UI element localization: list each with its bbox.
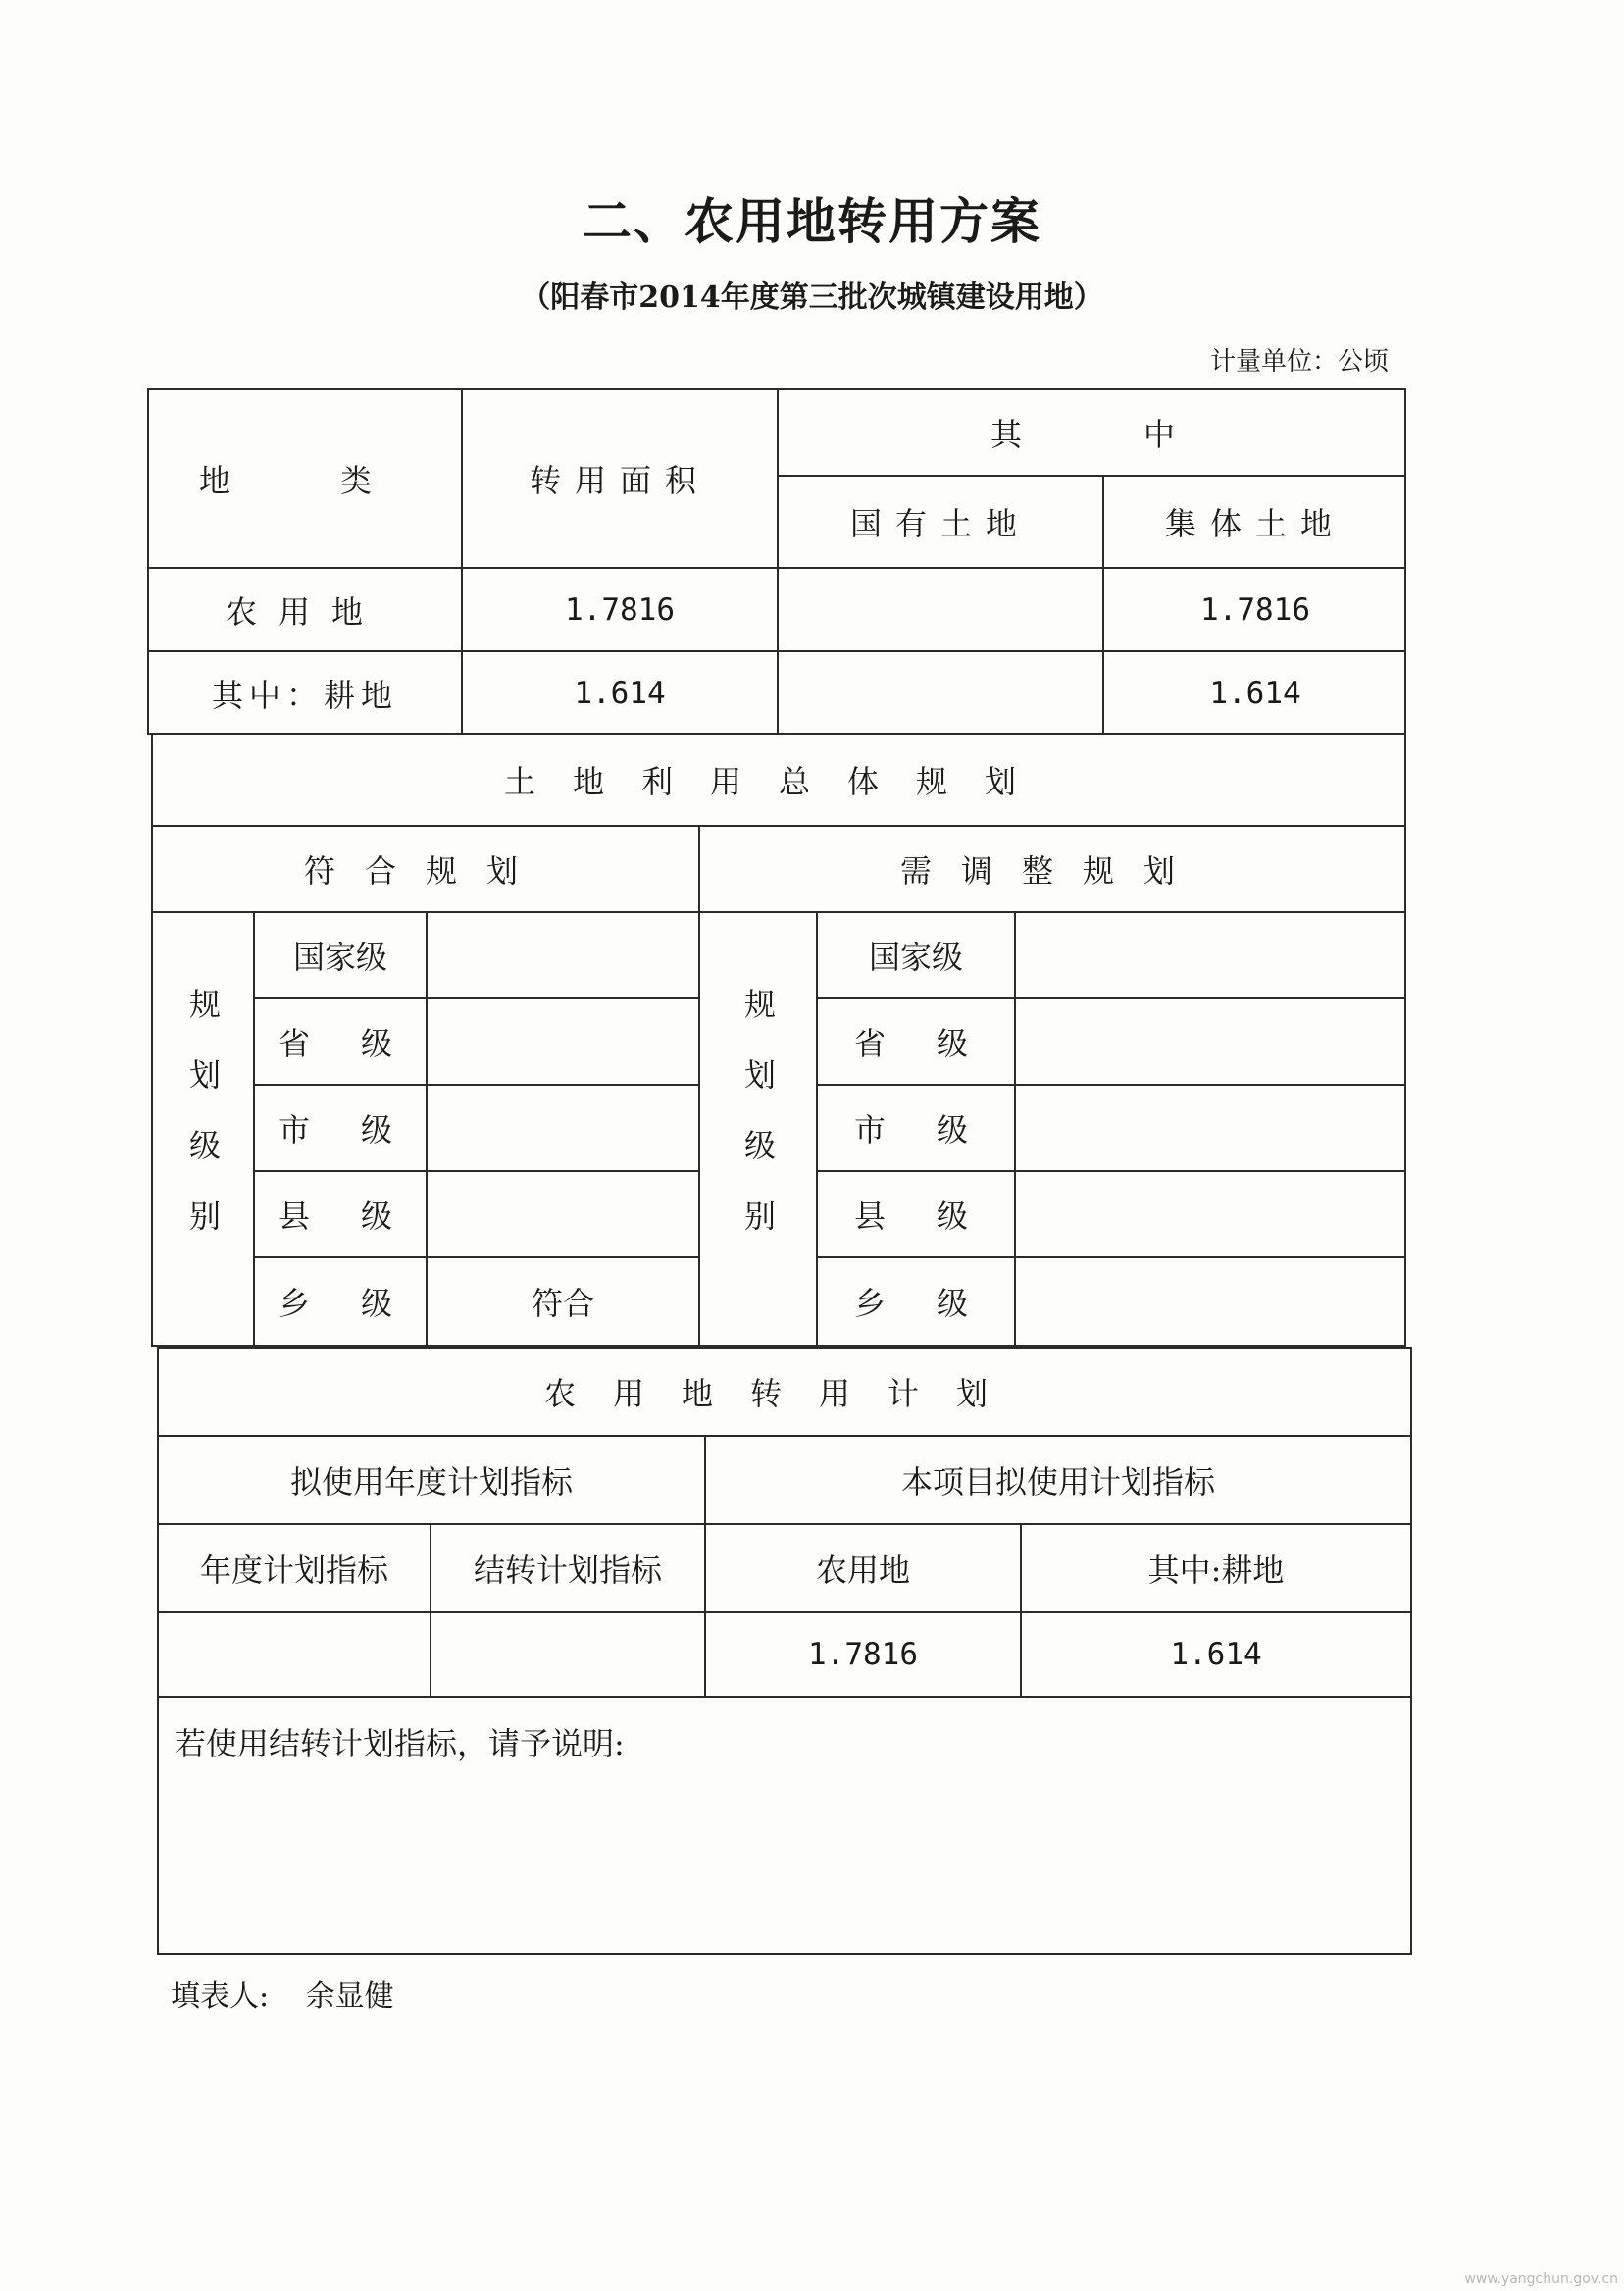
row-type: 其中：耕地 [149, 650, 461, 735]
conform-value [426, 1084, 698, 1170]
col-collective-land: 集体土地 [1102, 475, 1406, 567]
level-national: 国家级 [253, 911, 426, 997]
row-state [777, 567, 1102, 650]
conversion-plan-table [157, 1347, 1412, 1955]
conform-value [426, 997, 698, 1084]
cultivated-value: 1.614 [1020, 1611, 1410, 1696]
plan-heading: 土地利用总体规划 [503, 763, 1053, 800]
land-use-plan-table [151, 735, 1406, 1347]
col-state-land: 国有土地 [777, 475, 1102, 567]
level-county: 县 级 [816, 1170, 1014, 1256]
land-area-table [147, 388, 1406, 735]
filler-name: 余显健 [305, 1979, 394, 2013]
annual-index-value [159, 1611, 430, 1696]
adjust-value [1014, 911, 1404, 997]
carryover-index-label: 结转计划指标 [430, 1523, 704, 1611]
page-subtitle: （阳春市2014年度第三批次城镇建设用地） [521, 280, 1103, 315]
note-label: 若使用结转计划指标，请予说明: [175, 1725, 625, 1762]
adjust-heading: 需调整规划 [698, 825, 1404, 911]
row-collective: 1.7816 [1102, 567, 1406, 650]
conform-value [426, 911, 698, 997]
col-conversion-area: 转用面积 [461, 390, 777, 567]
project-plan-heading: 本项目拟使用计划指标 [704, 1435, 1410, 1523]
conform-value [426, 1170, 698, 1256]
adjust-value [1014, 1256, 1404, 1345]
annual-plan-heading: 拟使用年度计划指标 [159, 1435, 704, 1523]
adjust-value [1014, 997, 1404, 1084]
level-city: 市 级 [253, 1084, 426, 1170]
col-of-which: 其 中 [777, 390, 1406, 475]
row-state [777, 650, 1102, 735]
row-collective: 1.614 [1102, 650, 1406, 735]
site-watermark: www.yangchun.gov.cn [1464, 2271, 1618, 2287]
filler-label: 填表人: [171, 1979, 270, 2013]
row-type: 农用地 [149, 567, 461, 650]
form-filler [171, 1971, 394, 2014]
level-province: 省 级 [816, 997, 1014, 1084]
page-title: 二、农用地转用方案 [583, 193, 1041, 250]
conversion-heading: 农用地转用计划 [543, 1375, 1025, 1412]
col-land-type: 地 类 [198, 462, 411, 499]
conform-value-township: 符合 [426, 1256, 698, 1345]
farmland-value: 1.7816 [704, 1611, 1020, 1696]
row-area: 1.614 [461, 650, 777, 735]
adjust-value [1014, 1170, 1404, 1256]
cultivated-label: 其中:耕地 [1020, 1523, 1410, 1611]
row-area: 1.7816 [461, 567, 777, 650]
note-area [159, 1696, 1410, 1955]
level-township: 乡 级 [253, 1256, 426, 1345]
adjust-value [1014, 1084, 1404, 1170]
plan-level-label-left: 规划级别 [153, 911, 253, 1345]
plan-level-label-right: 规划级别 [698, 911, 816, 1345]
level-national: 国家级 [816, 911, 1014, 997]
level-county: 县 级 [253, 1170, 426, 1256]
level-township: 乡 级 [816, 1256, 1014, 1345]
unit-label: 计量单位：公顷 [1209, 347, 1389, 377]
conform-heading: 符合规划 [153, 825, 698, 911]
carryover-index-value [430, 1611, 704, 1696]
level-city: 市 级 [816, 1084, 1014, 1170]
level-province: 省 级 [253, 997, 426, 1084]
farmland-label: 农用地 [704, 1523, 1020, 1611]
annual-index-label: 年度计划指标 [159, 1523, 430, 1611]
